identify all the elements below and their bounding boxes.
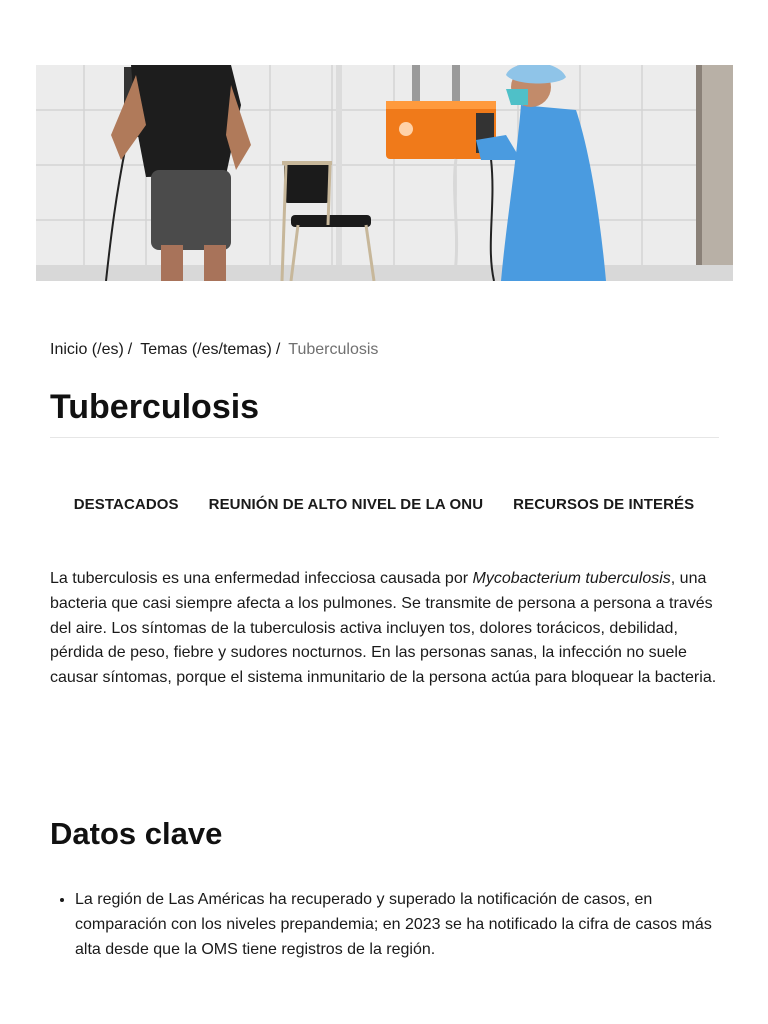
intro-paragraph [50, 567, 730, 691]
breadcrumb-separator: / [275, 341, 281, 358]
hero-illustration [36, 65, 733, 281]
intro-text-start: La tuberculosis es una enfermedad infecciosa causada por [50, 570, 473, 587]
key-facts-list [50, 888, 730, 962]
breadcrumb [50, 340, 378, 360]
tab-recursos-de-interes[interactable]: RECURSOS DE INTERÉS [513, 496, 695, 513]
section-tabs [0, 494, 768, 516]
tab-destacados[interactable]: DESTACADOS [73, 496, 179, 513]
hero-image [36, 65, 733, 281]
intro-species-name: Mycobacterium tuberculosis [472, 570, 671, 587]
breadcrumb-current: Tuberculosis [288, 341, 379, 358]
key-fact-item: • La región de Las Américas ha recuperado y superado la notificación de casos, en comparación con los niveles prepandemia; en 2023 se ha notificado la cifra de casos más alta desde que la OMS tiene registros de la región. [75, 888, 730, 962]
title-divider [50, 437, 719, 438]
key-facts-title: Datos clave [50, 816, 223, 851]
breadcrumb-link-inicio[interactable]: Inicio (/es) [50, 341, 124, 358]
intro-text-end: , una bacteria que casi siempre afecta a los pulmones. Se transmite de persona a persona a través del aire. Los síntomas de la tuberculosis activa incluyen tos, dolores torácicos, debilidad, pérdida de peso, fiebre y sudores nocturnos. En las personas sanas, la infección no suele causar síntomas, porque el sistema inmunitario de la persona actúa para bloquear la bacteria. [50, 570, 717, 687]
breadcrumb-link-temas[interactable]: Temas (/es/temas) [140, 341, 272, 358]
breadcrumb-separator: / [127, 341, 133, 358]
page-title: Tuberculosis [50, 388, 260, 426]
tab-reunion-alto-nivel-onu[interactable]: REUNIÓN DE ALTO NIVEL DE LA ONU [208, 496, 484, 513]
